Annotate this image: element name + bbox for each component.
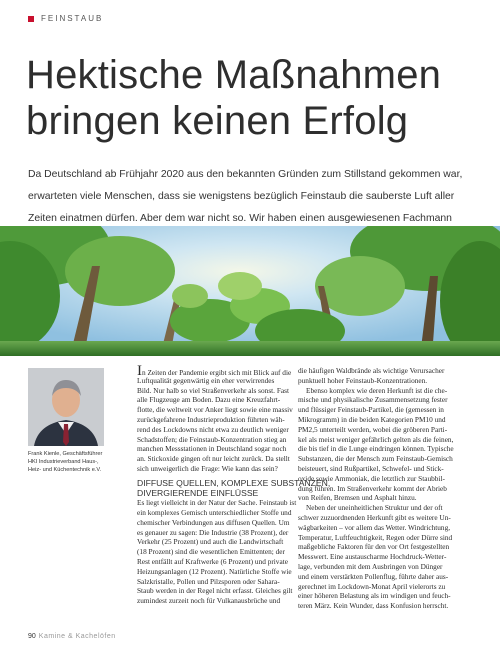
- body-line: kel als meist weniger gefährlich gelten als die feinen,: [298, 434, 454, 444]
- page-number: 90: [28, 633, 36, 640]
- body-line: Substanzen, die der Mensch zum Feinstaub-Gemisch: [298, 454, 453, 464]
- body-line: gerechnet im Lockdown-Monat April vielerorts zu: [298, 581, 446, 591]
- body-line: Schadstoffen; die Feinstaub-Konzentration stieg an: [137, 434, 287, 444]
- body-line: Es liegt vielleicht in der Natur der Sache. Feinstaub ist: [137, 498, 297, 508]
- caption-line-3: Heiz- und Küchentechnik e.V.: [28, 467, 102, 474]
- body-line: alle Flugzeuge am Boden. Dazu eine Kreuzfahrt-: [137, 395, 281, 405]
- body-line: maßgebliche Faktoren für den vor Ort festgestellten: [298, 542, 450, 552]
- body-line: es genauer zu sagen: Die Industrie (38 Prozent), der: [137, 527, 289, 537]
- headline-line-1: Hektische Maßnahmen: [26, 53, 442, 97]
- lead-paragraph: Da Deutschland ab Frühjahr 2020 aus den bekannten Gründen zum Stillstand gekommen war, erwarteten viele Menschen, dass sie wenigstens bezüglich Feinstaub die sauberste Luft aller Zeiten einatmen dürfen. Aber dem war nicht so. Wir haben einen ausgewiesenen Fachmann: [28, 169, 463, 224]
- body-line: an. Stickoxide gingen oft nur leicht zurück. Da stellt: [137, 454, 290, 464]
- body-line: flotte, die weltweit vor Anker liegt sowie eine massiv: [137, 405, 293, 415]
- magazine-name: Kamine & Kachelöfen: [38, 633, 116, 640]
- body-line: die häufigen Waldbrände als wichtige Verursacher: [298, 366, 445, 375]
- subheading-line-1: DIFFUSE QUELLEN, KOMPLEXE SUBSTANZEN,: [137, 477, 331, 488]
- body-line: lage, verbunden mit dem Ausbringen von Dünger: [298, 561, 443, 571]
- body-line: Verkehr (25 Prozent) und auch die Landwirtschaft: [137, 537, 284, 547]
- body-line: beisteuert, sind Rußpartikel, Schwefel- und Stick-: [298, 463, 444, 473]
- section-marker: [28, 16, 34, 22]
- author-portrait: [28, 368, 104, 446]
- body-line: (18 Prozent) sind die wesentlichen Emittenten; der: [137, 547, 285, 557]
- subheading-line-2: DIVERGIERENDE EINFLÜSSE: [137, 487, 259, 498]
- body-line: oxide sowie Ammoniak, die letztlich zur Staubbil-: [298, 473, 445, 483]
- section-kicker: [28, 14, 103, 23]
- headline: [26, 52, 441, 144]
- body-line: zumindest zurzeit noch für Vulkanausbrüche und: [137, 596, 281, 606]
- portrait-caption: [28, 450, 128, 475]
- body-line: Heizungsanlagen (12 Prozent). Natürliche Stoffe wie: [137, 566, 292, 576]
- body-line: die bis tief in die Lunge eindringen können. Typische: [298, 444, 454, 454]
- body-line: Ebenso komplex wie deren Herkunft ist die che-: [306, 385, 448, 395]
- body-line: Mikrogramm) in die beiden Kategorien PM10 und: [298, 414, 446, 424]
- body-line: teren März. Kein Wunder, dass Konfusion herrscht.: [298, 601, 449, 611]
- article-column-1: [137, 363, 331, 606]
- caption-line-2: HKI Industrieverband Haus-,: [28, 459, 99, 466]
- body-line: Messwert. Eine austauscharme Hochdruck-Wetter-: [298, 552, 447, 562]
- section-label: FEINSTAUB: [41, 14, 104, 23]
- body-line: Staub werden in der Regel nicht erfasst. Gleiches gilt: [137, 586, 293, 596]
- body-line: rend des Lockdowns nicht etwa zu deutlich weniger: [137, 424, 289, 434]
- body-line: mische und physikalische Zusammensetzung fester: [298, 395, 448, 405]
- body-line: schwer zuzuordnenden Herkunft gibt es weitere Un-: [298, 512, 451, 522]
- body-line: chemischer Verbindungen aus diffusen Quellen. Um: [137, 517, 290, 527]
- body-line: wägbarkeiten – vor allem das Wetter. Windrichtung,: [298, 522, 451, 532]
- body-line: von Reifen, Bremsen und Asphalt hinzu.: [298, 493, 417, 503]
- article-column-2: [298, 366, 478, 611]
- headline-line-2: bringen keinen Erfolg: [26, 99, 409, 143]
- body-line: Bild. Nur halb so viel Straßenverkehr als sonst. Fast: [137, 385, 289, 395]
- body-line: PM2,5 unterteilt werden, wobei die gröberen Parti-: [298, 424, 448, 434]
- page-footer: [28, 633, 116, 640]
- drop-cap: I: [137, 363, 142, 379]
- body-line: dung führen. Im Straßenverkehr kommt der Abrieb: [298, 483, 447, 493]
- body-line: Luftqualität gegenwärtig ein eher verwirrendes: [137, 375, 275, 385]
- hero-image-trees: [0, 226, 500, 356]
- body-line: Rest entfällt auf Kraftwerke (6 Prozent) und private: [137, 556, 288, 566]
- body-line: ein komplexes Gemisch unterschiedlicher Stoffe und: [137, 507, 292, 517]
- body-line: manchen Messstationen in Deutschland sogar noch: [137, 444, 287, 454]
- body-line: und flüssiger Feinstaub-Partikel, die (gemessen in: [298, 405, 444, 415]
- body-line: In Zeiten der Pandemie ergibt sich mit Blick auf die: [137, 363, 292, 379]
- caption-line-1: Frank Kienle, Geschäftsführer: [28, 451, 103, 457]
- body-line: Salzkristalle, Pollen und Pilzsporen oder Sahara-: [137, 576, 280, 586]
- body-line: zurückgefahrene Industrieproduktion führten wäh-: [137, 414, 285, 424]
- body-line: punktuell hoher Feinstaub-Konzentrationen.: [298, 375, 428, 385]
- body-line: Temperatur, Luftfeuchtigkeit, Regen oder Dürre sind: [298, 532, 453, 542]
- body-line: einer höheren Belastung als im windigen und feuch-: [298, 591, 451, 601]
- body-line: sich unweigerlich die Frage: Wie kann das sein?: [137, 463, 278, 473]
- body-line: und einem verstärkten Pollenflug, führte daher aus-: [298, 571, 449, 581]
- body-line: Neben der uneinheitlichen Struktur und der oft: [306, 503, 443, 513]
